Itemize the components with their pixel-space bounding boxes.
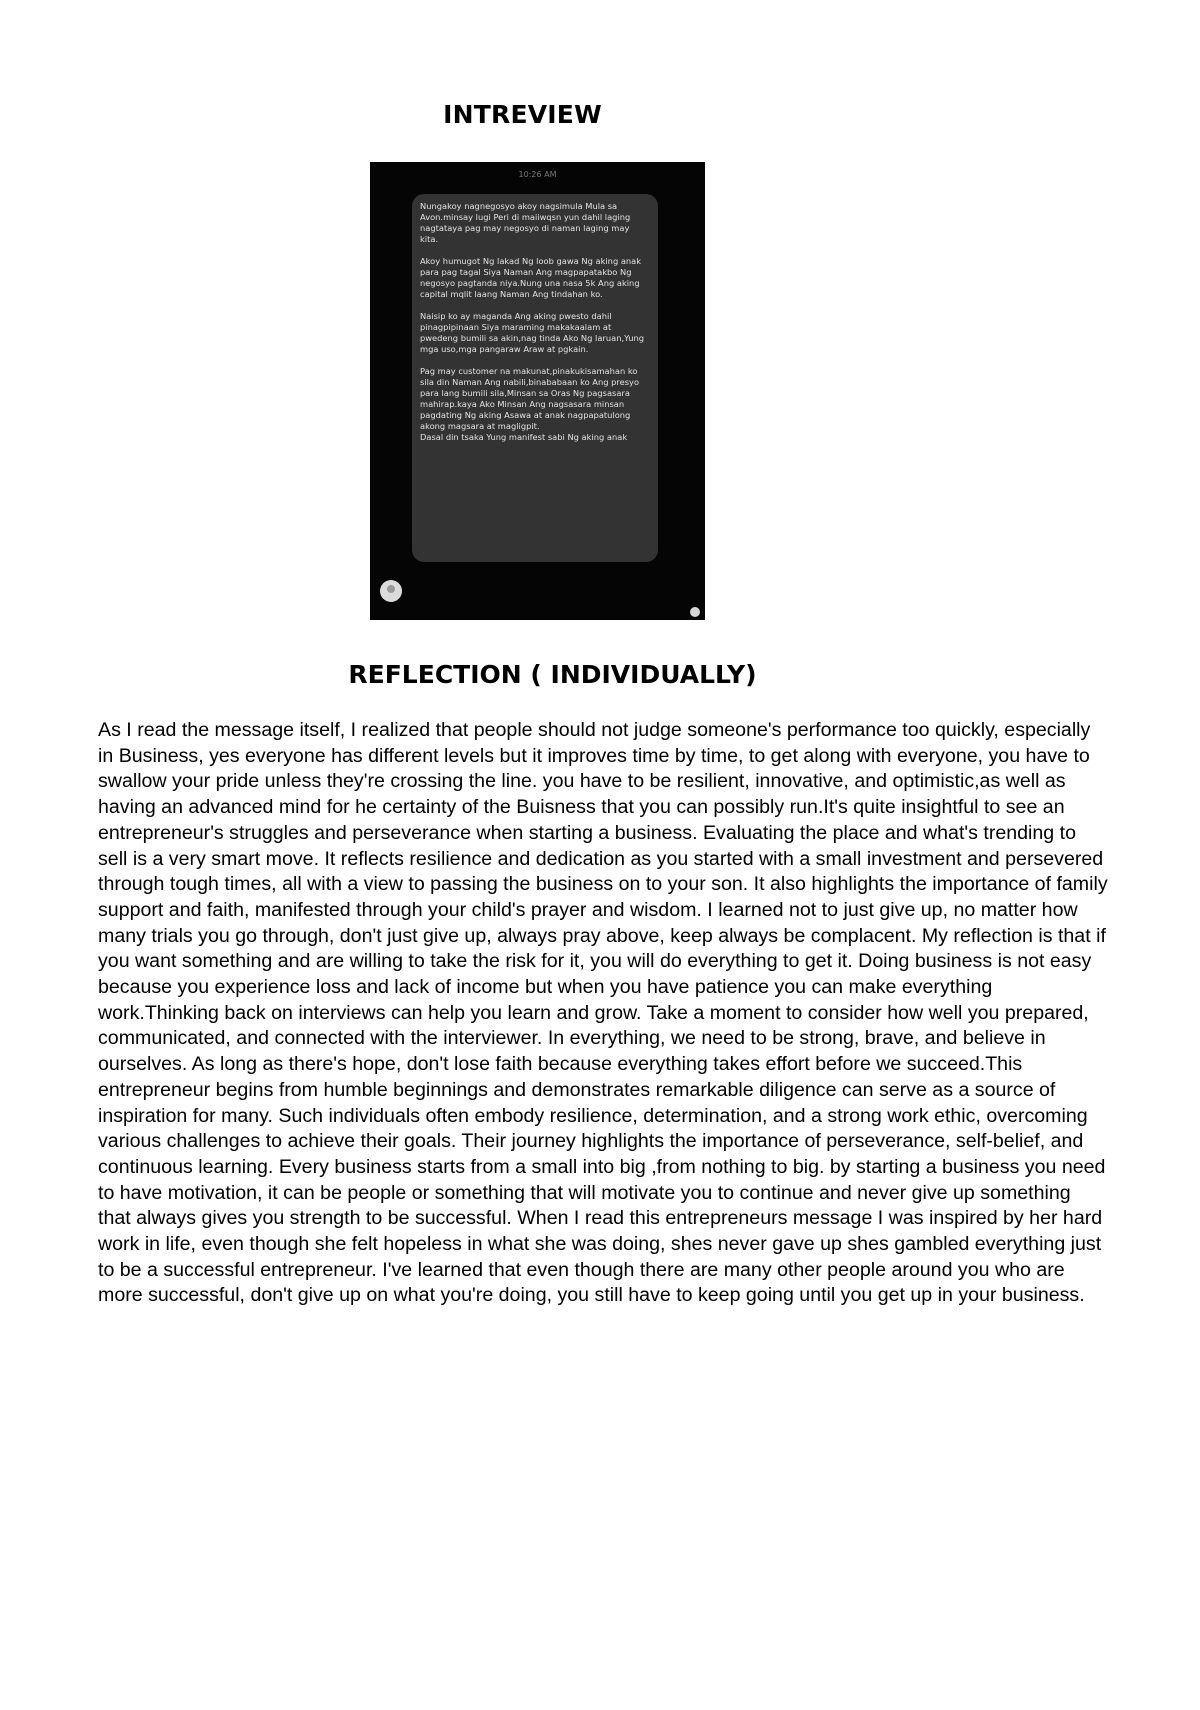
message-timestamp: 10:26 AM [518,170,557,179]
page-title: INTREVIEW [443,100,602,129]
read-receipt-icon [690,607,700,617]
reflection-heading: REFLECTION ( INDIVIDUALLY) [348,660,757,689]
message-bubble: Nungakoy nagnegosyo akoy nagsimula Mula sa Avon.minsay lugi Peri di maiiwqsn yun dahil laging nagtataya pag may negosyo di naman laging may kita. Akoy humugot Ng lakad Ng loob gawa Ng aking anak para pag tagal Siya Naman Ang magpapatakbo Ng negosyo pagtanda niya.Nung una nasa 5k Ang aking capital mqlit laang Naman Ang tindahan ko. Naisip ko ay maganda Ang aking pwesto dahil pinagpipinaan Siya maraming makakaalam at pwedeng bumili sa akin,nag tinda Ako Ng laruan,Yung mga uso,mga pangaraw Araw at pgkain. Pag may customer na makunat,pinakukisamahan ko sila din Naman Ang nabili,binababaan ko Ang presyo para lang bumili sila,Minsan sa Oras Ng pagsasara mahirap.kaya Ako Minsan Ang nagsasara minsan pagdating Ng aking Asawa at anak nagpapatulong akong magsara at magligpit. Dasal din tsaka Yung manifest sabi Ng aking anak [412,194,658,562]
interview-message-screenshot [370,162,705,620]
reflection-paragraph: As I read the message itself, I realized that people should not judge someone's performance too quickly, especially in Business, yes everyone has different levels but it improves time by time, to get along with everyone, you have to swallow your pride unless they're crossing the line. you have to be resilient, innovative, and optimistic,as well as having an advanced mind for he certainty of the Buisness that you can possibly run.It's quite insightful to see an entrepreneur's struggles and perseverance when starting a business. Evaluating the place and what's trending to sell is a very smart move. It reflects resilience and dedication as you started with a small investment and persevered through tough times, all with a view to passing the business on to your son. It also highlights the importance of family support and faith, manifested through your child's prayer and wisdom. I learned not to just give up, no matter how many trials you go through, don't just give up, always pray above, keep always be complacent. My reflection is that if you want something and are willing to take the risk for it, you will do everything to get it. Doing business is not easy because you experience loss and lack of income but when you have patience you can make everything work.Thinking back on interviews can help you learn and grow. Take a moment to consider how well you prepared, communicated, and connected with the interviewer. In everything, we need to be strong, brave, and believe in ourselves. As long as there's hope, don't lose faith because everything takes effort before we succeed.This entrepreneur begins from humble beginnings and demonstrates remarkable diligence can serve as a source of inspiration for many. Such individuals often embody resilience, determination, and a strong work ethic, overcoming various challenges to achieve their goals. Their journey highlights the importance of perseverance, self-belief, and continuous learning. Every business starts from a small into big ,from nothing to big. by starting a business you need to have motivation, it can be people or something that will motivate you to continue and never give up something that always gives you strength to be successful. When I read this entrepreneurs message I was inspired by her hard work in life, even though she felt hopeless in what she was doing, shes never gave up shes gambled everything just to be a successful entrepreneur. I've learned that even though there are many other people around you who are more successful, don't give up on what you're doing, you still have to keep going until you get up in your business. [98,719,1108,1307]
avatar-icon [380,580,402,602]
